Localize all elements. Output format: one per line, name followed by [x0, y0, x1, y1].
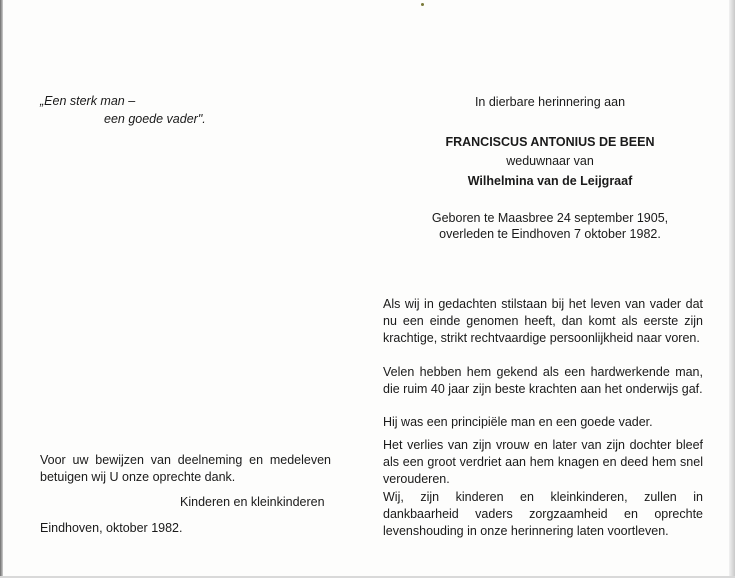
print-speck	[421, 3, 424, 6]
birth-line: Geboren te Maasbree 24 september 1905,	[431, 211, 669, 225]
signed-by: Kinderen en kleinkinderen	[180, 495, 325, 509]
paragraph: Wij, zijn kinderen en kleinkinderen, zullen in dankbaarheid vaders zorgzaamheid en oprechte levenshouding in onze herinnering laten voortleven.	[383, 490, 703, 538]
spouse-name: Wilhelmina van de Leijgraaf	[467, 174, 633, 188]
paragraph: Hij was een principiële man en een goede vader.	[383, 415, 653, 429]
memorial-intro: In dierbare herinnering aan	[474, 95, 626, 109]
death-line: overleden te Eindhoven 7 oktober 1982.	[439, 227, 661, 241]
paragraph: Velen hebben hem gekend als een hardwerkende man, die ruim 40 jaar zijn beste krachten aan het onderwijs gaf.	[383, 365, 703, 396]
thanks-text: Voor uw bewijzen van deelneming en medeleven betuigen wij U onze oprechte dank.	[40, 453, 331, 484]
deceased-name: FRANCISCUS ANTONIUS DE BEEN	[445, 135, 655, 149]
paragraph: Als wij in gedachten stilstaan bij het leven van vader dat nu een einde genomen heeft, dan komt als eerste zijn krachtige, strikt rechtvaardige persoonlijkheid naar voren.	[383, 297, 703, 345]
paragraph: Het verlies van zijn vrouw en later van zijn dochter bleef als een groot verdriet aan hem knagen en deed hem snel verouderen.	[383, 438, 703, 486]
motto-line-2: een goede vader".	[104, 112, 206, 126]
widower-of: weduwnaar van	[506, 154, 594, 168]
card-left-edge	[0, 0, 3, 578]
place-date: Eindhoven, oktober 1982.	[40, 521, 183, 535]
motto-line-1: „Een sterk man –	[40, 94, 136, 108]
card-right-edge	[729, 0, 735, 578]
